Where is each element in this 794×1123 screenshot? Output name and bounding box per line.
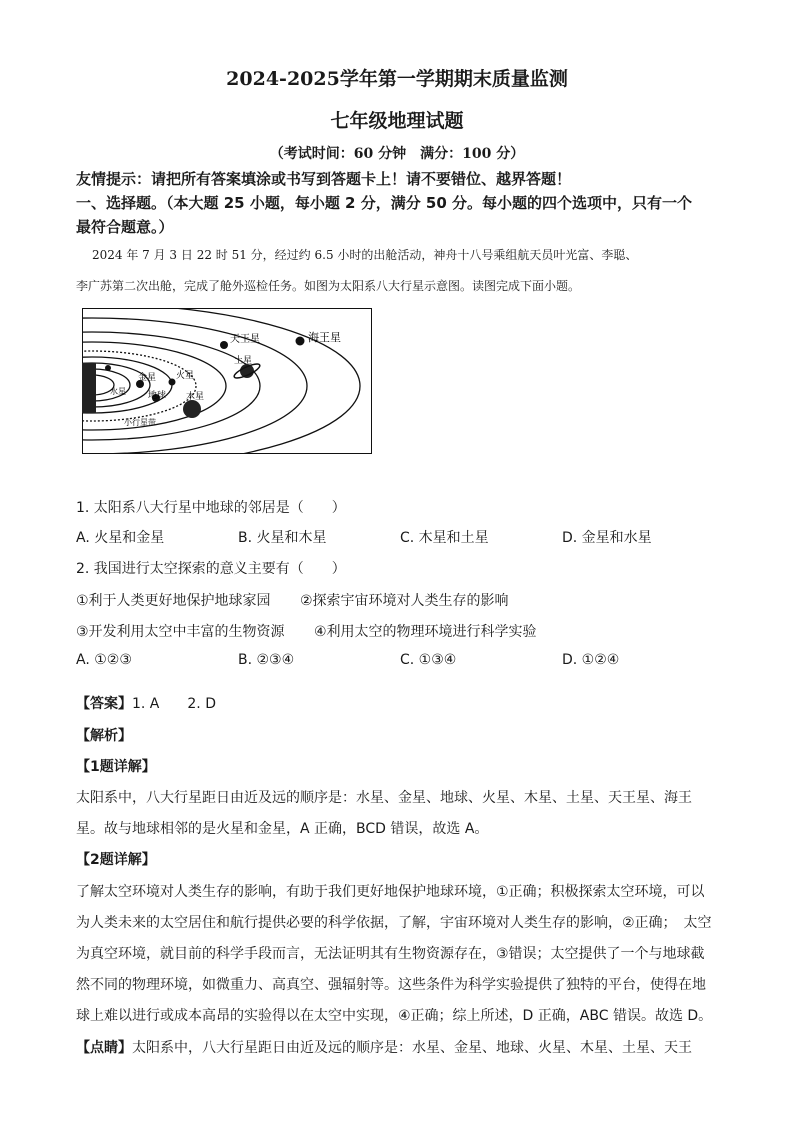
solar-system-figure [82, 308, 372, 454]
q2-item2: ②探索宇宙环境对人类生存的影响 [300, 593, 509, 609]
tips-tag: 【点睛】 [76, 1040, 132, 1056]
label-mars: 火星 [176, 371, 195, 381]
mercury-icon [105, 365, 111, 371]
analysis-tag: 【解析】 [76, 728, 132, 744]
q1-detail-line2: 星。故与地球相邻的是火星和金星，A 正确，BCD 错误，故选 A。 [76, 821, 489, 837]
label-saturn: 土星 [234, 356, 253, 366]
q2-item4: ④利用太空的物理环境进行科学实验 [314, 624, 537, 640]
q1-detail-line1: 太阳系中，八大行星距日由近及远的顺序是：水星、金星、地球、火星、木星、土星、天王星、海王 [76, 790, 692, 806]
exam-subtitle: 七年级地理试题 [330, 110, 464, 132]
sun-icon [82, 363, 96, 413]
q2-option-a: A. ①②③ [76, 652, 132, 668]
jupiter-icon [183, 400, 201, 418]
q2-detail-tag: 【2题详解】 [76, 852, 156, 868]
q1-option-d: D. 金星和水星 [562, 530, 652, 546]
exam-info: （考试时间：60 分钟 满分：100 分） [269, 146, 525, 162]
notice: 友情提示：请把所有答案填涂或书写到答题卡上！请不要错位、越界答题！ [76, 170, 572, 188]
q2-item3: ③开发利用太空中丰富的生物资源 [76, 624, 285, 640]
mars-icon [169, 379, 176, 386]
q2-option-b: B. ②③④ [238, 652, 295, 668]
label-neptune: 海王星 [308, 331, 341, 344]
q2-detail-line2: 为人类未来的太空居住和航行提供必要的科学依据，了解，宇宙环境对人类生存的影响，②正确； 太空 [76, 915, 712, 931]
label-mercury: 水星 [110, 387, 126, 396]
passage-line1: 2024 年 7 月 3 日 22 时 51 分，经过约 6.5 小时的出舱活动，神舟十八号乘组航天员叶光富、李聪、 [92, 248, 638, 262]
answer-line [76, 693, 216, 713]
section-heading-line1: 一、选择题。（本大题 25 小题，每小题 2 分，满分 50 分。每小题的四个选项中，只有一个 [76, 194, 693, 212]
q1-option-a: A. 火星和金星 [76, 530, 165, 546]
label-jupiter: 木星 [186, 392, 205, 402]
q2-detail-line3: 为真空环境，就目前的科学手段而言，无法证明其有生物资源存在，③错误；太空提供了一个与地球截 [76, 946, 705, 962]
tips-text: 太阳系中，八大行星距日由近及远的顺序是：水星、金星、地球、火星、木星、土星、天王 [132, 1040, 692, 1056]
label-asteroid-belt: 小行星带 [124, 418, 156, 427]
uranus-icon [220, 341, 228, 349]
q1-detail-tag: 【1题详解】 [76, 759, 156, 775]
q2-detail-line5: 球上难以进行或成本高昂的实验得以在太空中实现，④正确；综上所述，D 正确，ABC 错误。故选 D。 [76, 1008, 713, 1024]
answer-text: 1. A 2. D [132, 696, 216, 712]
neptune-icon [296, 337, 305, 346]
q1-option-b: B. 火星和木星 [238, 530, 327, 546]
q1-option-c: C. 木星和土星 [400, 530, 489, 546]
q2-detail-line1: 了解太空环境对人类生存的影响，有助于我们更好地保护地球环境，①正确；积极探索太空环境，可以 [76, 884, 705, 900]
label-earth: 地球 [148, 391, 167, 401]
q2-stem: 2. 我国进行太空探索的意义主要有（ ） [76, 561, 346, 577]
q2-item1: ①利于人类更好地保护地球家园 [76, 593, 271, 609]
tips-line [76, 1037, 692, 1057]
label-venus: 金星 [138, 373, 157, 383]
passage-line2: 李广苏第二次出舱，完成了舱外巡检任务。如图为太阳系八大行星示意图。读图完成下面小题。 [76, 279, 581, 293]
answer-tag: 【答案】 [76, 696, 132, 712]
q2-detail-line4: 然不同的物理环境，如微重力、高真空、强辐射等。这些条件为科学实验提供了独特的平台，使得在地 [76, 977, 706, 993]
section-heading-line2: 最符合题意。） [76, 218, 174, 236]
q2-option-d: D. ①②④ [562, 652, 620, 668]
q1-stem: 1. 太阳系八大行星中地球的邻居是（ ） [76, 500, 346, 516]
q2-option-c: C. ①③④ [400, 652, 457, 668]
exam-title: 2024-2025学年第一学期期末质量监测 [226, 68, 568, 90]
label-uranus: 天王星 [230, 334, 260, 345]
